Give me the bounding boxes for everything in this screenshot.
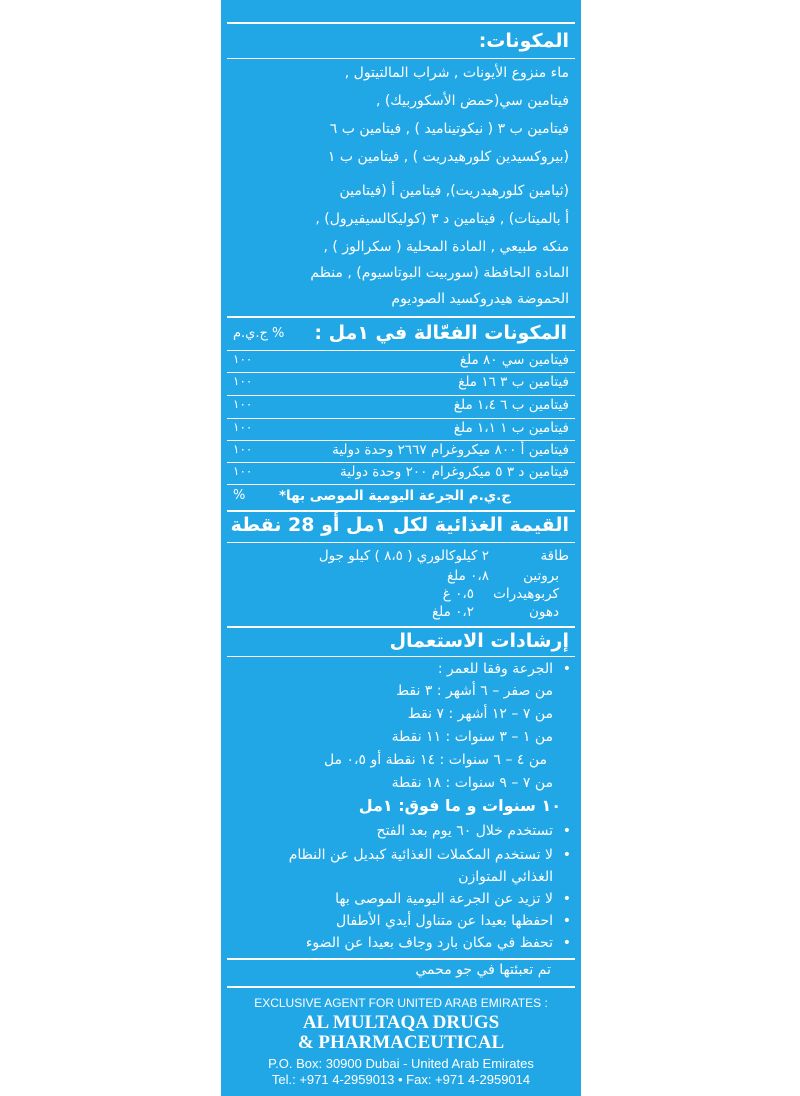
divider [227,372,575,373]
nutrition-value: ٠،٨ ملغ [446,568,489,584]
dose-bullet [229,658,571,680]
nutrition-title: القيمة الغذائية لكل ١مل أو 28 نقطة [230,514,569,536]
active-pct: ١٠٠ [233,374,253,388]
divider [227,350,575,351]
ingredients-line: منكه طبيعي , المادة المحلية ( سكرالوز ) , [323,239,569,255]
dose-title: الجرعة وفقا للعمر : [437,661,553,677]
bullet-icon: • [562,935,571,951]
dose-line: من ٧ – ٩ سنوات : ١٨ نقطة [391,775,553,791]
active-row [229,420,569,442]
active-pct: ١٠٠ [233,397,253,411]
active-row [229,442,569,464]
nutrition-value: ٠،٢ ملغ [431,604,474,620]
nutrition-value: ٢ كيلوكالوري ( ٨،٥ ) كيلو جول [318,548,489,564]
agent-address: P.O. Box: 30900 Dubai - United Arab Emirates [268,1056,534,1071]
ingredients-line: (ثيامين كلورهيدريت), فيتامين أ (فيتامين [339,183,569,199]
active-row [229,397,569,419]
packed-note: تم تعبئتها في جو محمي [415,962,551,978]
dose-line: من ٤ – ٦ سنوات : ١٤ نقطة أو ٠،٥ مل [323,752,547,768]
agent-name-line1: AL MULTAQA DRUGS [302,1012,500,1033]
active-row [229,352,569,374]
active-row [229,464,569,486]
active-row [229,374,569,396]
active-title: المكونات الفعّالة في ١مل : [314,322,567,344]
usage-title: إرشادات الاستعمال [389,630,569,652]
divider [227,58,575,59]
bullet-icon: • [562,847,571,863]
usage-bullet [229,888,571,910]
agent-heading: EXCLUSIVE AGENT FOR UNITED ARAB EMIRATES : [254,996,548,1010]
usage-text: لا تستخدم المكملات الغذائية كبديل عن النظام الغذائي المتوازن [288,847,553,885]
bullet-icon: • [562,913,571,929]
ingredients-line: ماء منزوع الأيونات , شراب المالتيتول , [344,65,569,81]
ingredients-line: فيتامين سي(حمض الأسكوربيك) , [375,93,569,109]
usage-bullet [229,910,571,932]
active-pct: ١٠٠ [233,442,253,456]
active-label: فيتامين ب ١ ١،١ ملغ [453,420,569,436]
divider [227,462,575,463]
dose-line: من ١ – ٣ سنوات : ١١ نقطة [391,729,553,745]
ingredients-line: فيتامين ب ٣ ( نيكوتيناميد ) , فيتامين ب ٦ [329,121,569,137]
active-label: فيتامين د ٣ ٥ ميكروغرام ٢٠٠ وحدة دولية [340,464,569,480]
usage-bullet [229,844,571,888]
divider [227,542,575,543]
divider [227,626,575,628]
divider [227,656,575,657]
active-label: فيتامين ب ٦ ١،٤ ملغ [453,397,569,413]
nutrition-key: دهون [528,604,559,620]
active-pct: ١٠٠ [233,352,253,366]
ingredients-line: أ بالميتات) , فيتامين د ٣ (كوليكالسيفيرول) , [315,211,569,227]
ingredients-title: المكونات: [478,30,569,52]
divider [227,22,575,24]
divider [227,316,575,318]
agent-phone: Tel.: +971 4-2959013 • Fax: +971 4-2959014 [271,1072,531,1087]
bullet-icon: • [562,891,571,907]
bullet-icon: • [562,661,571,677]
label-panel [221,0,581,1096]
dose-line: ١٠ سنوات و ما فوق: ١مل [358,796,561,815]
nutrition-key: بروتين [523,568,559,584]
divider [227,510,575,512]
divider [227,440,575,441]
divider [227,484,575,485]
usage-text: تحفظ في مكان بارد وجاف بعيدا عن الضوء [305,935,553,951]
divider [227,395,575,396]
bullet-icon: • [562,823,571,839]
usage-text: تستخدم خلال ٦٠ يوم بعد الفتح [376,823,553,839]
rda-footnote-pct: % [233,488,246,503]
nutrition-key: كربوهيدرات [493,586,559,602]
nutrition-value: ٠،٥ غ [442,586,474,602]
rda-header: % ج.ي.م [233,326,285,341]
nutrition-row [229,586,569,606]
usage-bullet [229,932,571,954]
nutrition-key: طاقة [540,548,569,564]
nutrition-row [229,548,569,568]
active-pct: ١٠٠ [233,420,253,434]
dose-line: من صفر – ٦ أشهر : ٣ نقط [396,683,553,699]
divider [227,986,575,988]
usage-text: احفظها بعيدا عن متناول أيدي الأطفال [336,913,553,929]
usage-bullet [229,820,571,842]
agent-name-line2: & PHARMACEUTICAL [297,1032,505,1053]
active-pct: ١٠٠ [233,464,253,478]
active-label: فيتامين ب ٣ ١٦ ملغ [458,374,569,390]
nutrition-row [229,568,569,588]
ingredients-line: الحموضة هيدروكسيد الصوديوم [391,291,569,307]
active-label: فيتامين سي ٨٠ ملغ [459,352,569,368]
usage-text: لا تزيد عن الجرعة اليومية الموصى بها [335,891,553,907]
ingredients-line: المادة الحافظة (سوربيت البوتاسيوم) , منظم [310,265,569,281]
divider [227,418,575,419]
nutrition-row [229,604,569,624]
ingredients-line: (بيروكسيدين كلورهيدريت ) , فيتامين ب ١ [327,149,569,165]
active-label: فيتامين أ ٨٠٠ ميكروغرام ٢٦٦٧ وحدة دولية [332,442,569,458]
dose-line: من ٧ – ١٢ أشهر : ٧ نقط [407,706,553,722]
rda-footnote: ج.ي.م الجرعة اليومية الموصى بها* [278,488,511,504]
divider [227,958,575,960]
